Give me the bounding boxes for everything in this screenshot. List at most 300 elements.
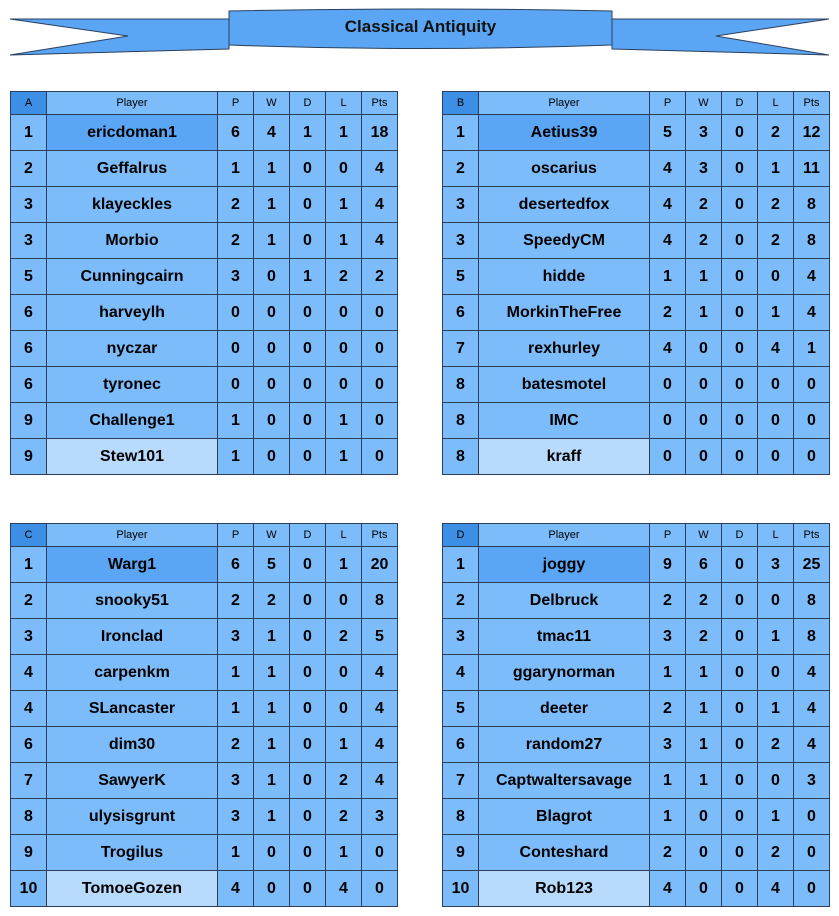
position-cell: 9 <box>11 835 47 871</box>
lost-cell: 0 <box>326 583 362 619</box>
played-cell: 3 <box>218 763 254 799</box>
player-name-cell: carpenkm <box>47 655 218 691</box>
played-cell: 2 <box>218 583 254 619</box>
lost-cell: 1 <box>326 439 362 475</box>
drawn-cell: 0 <box>290 439 326 475</box>
drawn-cell: 0 <box>290 691 326 727</box>
played-cell: 2 <box>218 727 254 763</box>
position-cell: 3 <box>443 223 479 259</box>
points-cell: 0 <box>362 403 398 439</box>
position-cell: 5 <box>443 691 479 727</box>
played-cell: 0 <box>218 295 254 331</box>
played-cell: 1 <box>218 835 254 871</box>
won-cell: 0 <box>686 331 722 367</box>
won-cell: 1 <box>254 691 290 727</box>
drawn-cell: 0 <box>290 151 326 187</box>
position-cell: 7 <box>11 763 47 799</box>
played-cell: 5 <box>650 115 686 151</box>
points-cell: 4 <box>794 259 830 295</box>
header-drawn: D <box>290 524 326 547</box>
lost-cell: 2 <box>326 619 362 655</box>
player-name-cell: joggy <box>479 547 650 583</box>
table-row <box>11 187 398 223</box>
standings-table-group-b <box>442 91 830 475</box>
drawn-cell: 0 <box>722 871 758 907</box>
header-won: W <box>686 92 722 115</box>
won-cell: 0 <box>254 403 290 439</box>
points-cell: 0 <box>794 871 830 907</box>
player-name-cell: Warg1 <box>47 547 218 583</box>
drawn-cell: 0 <box>290 367 326 403</box>
points-cell: 0 <box>362 835 398 871</box>
position-cell: 9 <box>11 403 47 439</box>
lost-cell: 1 <box>758 799 794 835</box>
won-cell: 0 <box>686 367 722 403</box>
played-cell: 2 <box>650 295 686 331</box>
header-drawn: D <box>722 524 758 547</box>
points-cell: 20 <box>362 547 398 583</box>
played-cell: 3 <box>218 799 254 835</box>
position-cell: 7 <box>443 331 479 367</box>
player-name-cell: IMC <box>479 403 650 439</box>
header-lost: L <box>758 92 794 115</box>
points-cell: 1 <box>794 331 830 367</box>
won-cell: 4 <box>254 115 290 151</box>
header-played: P <box>650 524 686 547</box>
lost-cell: 0 <box>758 583 794 619</box>
points-cell: 0 <box>794 367 830 403</box>
player-name-cell: klayeckles <box>47 187 218 223</box>
points-cell: 4 <box>794 691 830 727</box>
won-cell: 2 <box>686 619 722 655</box>
points-cell: 4 <box>362 151 398 187</box>
header-won: W <box>686 524 722 547</box>
position-cell: 3 <box>11 619 47 655</box>
played-cell: 4 <box>650 331 686 367</box>
won-cell: 0 <box>254 367 290 403</box>
drawn-cell: 0 <box>722 583 758 619</box>
player-name-cell: Geffalrus <box>47 151 218 187</box>
player-name-cell: Rob123 <box>479 871 650 907</box>
played-cell: 4 <box>650 871 686 907</box>
won-cell: 1 <box>254 223 290 259</box>
header-player: Player <box>479 92 650 115</box>
lost-cell: 1 <box>326 547 362 583</box>
position-cell: 8 <box>11 799 47 835</box>
drawn-cell: 0 <box>722 367 758 403</box>
played-cell: 1 <box>218 655 254 691</box>
table-row <box>11 295 398 331</box>
position-cell: 3 <box>443 619 479 655</box>
position-cell: 8 <box>443 403 479 439</box>
table-row <box>11 115 398 151</box>
won-cell: 0 <box>254 835 290 871</box>
header-lost: L <box>758 524 794 547</box>
header-lost: L <box>326 524 362 547</box>
won-cell: 1 <box>686 295 722 331</box>
table-row <box>11 439 398 475</box>
drawn-cell: 0 <box>290 835 326 871</box>
position-cell: 6 <box>11 727 47 763</box>
table-row <box>443 115 830 151</box>
points-cell: 5 <box>362 619 398 655</box>
won-cell: 0 <box>254 295 290 331</box>
table-row <box>11 727 398 763</box>
played-cell: 2 <box>650 835 686 871</box>
drawn-cell: 0 <box>290 331 326 367</box>
points-cell: 0 <box>362 331 398 367</box>
drawn-cell: 0 <box>722 799 758 835</box>
table-header-row <box>443 524 830 547</box>
lost-cell: 1 <box>758 619 794 655</box>
drawn-cell: 0 <box>290 619 326 655</box>
lost-cell: 1 <box>326 115 362 151</box>
points-cell: 8 <box>794 619 830 655</box>
lost-cell: 1 <box>758 151 794 187</box>
points-cell: 12 <box>794 115 830 151</box>
points-cell: 11 <box>794 151 830 187</box>
table-header-row <box>11 524 398 547</box>
won-cell: 1 <box>254 727 290 763</box>
won-cell: 5 <box>254 547 290 583</box>
played-cell: 4 <box>650 187 686 223</box>
player-name-cell: SawyerK <box>47 763 218 799</box>
won-cell: 0 <box>686 871 722 907</box>
points-cell: 4 <box>794 727 830 763</box>
drawn-cell: 0 <box>290 295 326 331</box>
lost-cell: 2 <box>758 223 794 259</box>
won-cell: 1 <box>254 655 290 691</box>
group-label: C <box>11 524 47 547</box>
played-cell: 3 <box>218 619 254 655</box>
won-cell: 1 <box>254 763 290 799</box>
played-cell: 6 <box>218 547 254 583</box>
played-cell: 4 <box>218 871 254 907</box>
table-row <box>443 583 830 619</box>
drawn-cell: 0 <box>290 403 326 439</box>
lost-cell: 1 <box>758 691 794 727</box>
points-cell: 0 <box>794 799 830 835</box>
header-points: Pts <box>794 92 830 115</box>
played-cell: 3 <box>218 259 254 295</box>
table-row <box>11 691 398 727</box>
points-cell: 0 <box>794 835 830 871</box>
drawn-cell: 0 <box>722 115 758 151</box>
lost-cell: 1 <box>326 403 362 439</box>
points-cell: 4 <box>362 223 398 259</box>
table-row <box>443 691 830 727</box>
position-cell: 4 <box>11 655 47 691</box>
lost-cell: 4 <box>758 871 794 907</box>
position-cell: 10 <box>443 871 479 907</box>
points-cell: 25 <box>794 547 830 583</box>
group-label: B <box>443 92 479 115</box>
drawn-cell: 0 <box>722 331 758 367</box>
table-row <box>443 439 830 475</box>
page-title: Classical Antiquity <box>344 17 497 36</box>
drawn-cell: 0 <box>722 619 758 655</box>
played-cell: 1 <box>650 763 686 799</box>
lost-cell: 0 <box>758 259 794 295</box>
points-cell: 4 <box>794 655 830 691</box>
player-name-cell: ulysisgrunt <box>47 799 218 835</box>
won-cell: 0 <box>254 331 290 367</box>
standings-table-group-a <box>10 91 398 475</box>
table-row <box>443 619 830 655</box>
position-cell: 1 <box>443 115 479 151</box>
won-cell: 2 <box>686 187 722 223</box>
points-cell: 0 <box>362 295 398 331</box>
table-row <box>11 763 398 799</box>
won-cell: 3 <box>686 151 722 187</box>
points-cell: 4 <box>362 655 398 691</box>
played-cell: 1 <box>650 259 686 295</box>
won-cell: 3 <box>686 115 722 151</box>
played-cell: 0 <box>650 367 686 403</box>
header-points: Pts <box>362 92 398 115</box>
played-cell: 1 <box>218 439 254 475</box>
player-name-cell: oscarius <box>479 151 650 187</box>
position-cell: 7 <box>443 763 479 799</box>
table-row <box>11 331 398 367</box>
table-row <box>11 547 398 583</box>
player-name-cell: SpeedyCM <box>479 223 650 259</box>
table-row <box>11 619 398 655</box>
player-name-cell: TomoeGozen <box>47 871 218 907</box>
won-cell: 1 <box>254 799 290 835</box>
position-cell: 4 <box>11 691 47 727</box>
drawn-cell: 1 <box>290 259 326 295</box>
points-cell: 0 <box>362 439 398 475</box>
played-cell: 2 <box>218 187 254 223</box>
player-name-cell: tmac11 <box>479 619 650 655</box>
lost-cell: 4 <box>758 331 794 367</box>
played-cell: 4 <box>650 151 686 187</box>
player-name-cell: Aetius39 <box>479 115 650 151</box>
header-played: P <box>218 524 254 547</box>
won-cell: 1 <box>686 655 722 691</box>
won-cell: 0 <box>686 799 722 835</box>
position-cell: 3 <box>11 187 47 223</box>
lost-cell: 2 <box>758 187 794 223</box>
lost-cell: 1 <box>758 295 794 331</box>
points-cell: 4 <box>362 763 398 799</box>
drawn-cell: 0 <box>290 583 326 619</box>
lost-cell: 2 <box>326 259 362 295</box>
played-cell: 3 <box>650 727 686 763</box>
position-cell: 5 <box>443 259 479 295</box>
drawn-cell: 0 <box>722 691 758 727</box>
table-row <box>443 727 830 763</box>
table-row <box>11 835 398 871</box>
position-cell: 1 <box>11 547 47 583</box>
table-row <box>11 871 398 907</box>
played-cell: 0 <box>218 331 254 367</box>
won-cell: 2 <box>686 223 722 259</box>
lost-cell: 0 <box>326 691 362 727</box>
played-cell: 1 <box>218 691 254 727</box>
position-cell: 8 <box>443 367 479 403</box>
won-cell: 1 <box>686 259 722 295</box>
lost-cell: 0 <box>326 367 362 403</box>
header-played: P <box>218 92 254 115</box>
points-cell: 8 <box>794 223 830 259</box>
player-name-cell: SLancaster <box>47 691 218 727</box>
points-cell: 8 <box>362 583 398 619</box>
won-cell: 1 <box>686 763 722 799</box>
table-row <box>11 367 398 403</box>
position-cell: 3 <box>443 187 479 223</box>
played-cell: 1 <box>650 799 686 835</box>
drawn-cell: 0 <box>290 547 326 583</box>
player-name-cell: nyczar <box>47 331 218 367</box>
drawn-cell: 0 <box>722 655 758 691</box>
won-cell: 0 <box>254 259 290 295</box>
position-cell: 6 <box>443 295 479 331</box>
table-row <box>11 655 398 691</box>
points-cell: 4 <box>794 295 830 331</box>
table-header-row <box>443 92 830 115</box>
played-cell: 1 <box>218 151 254 187</box>
standings-table-group-d <box>442 523 830 907</box>
lost-cell: 2 <box>758 835 794 871</box>
position-cell: 9 <box>11 439 47 475</box>
standings-table-group-c <box>10 523 398 907</box>
drawn-cell: 0 <box>722 727 758 763</box>
player-name-cell: ericdoman1 <box>47 115 218 151</box>
won-cell: 0 <box>254 871 290 907</box>
drawn-cell: 0 <box>290 871 326 907</box>
lost-cell: 1 <box>326 727 362 763</box>
drawn-cell: 0 <box>722 439 758 475</box>
played-cell: 9 <box>650 547 686 583</box>
points-cell: 0 <box>794 403 830 439</box>
table-row <box>443 223 830 259</box>
position-cell: 1 <box>11 115 47 151</box>
table-row <box>443 763 830 799</box>
played-cell: 0 <box>650 439 686 475</box>
table-row <box>443 835 830 871</box>
lost-cell: 1 <box>326 187 362 223</box>
points-cell: 0 <box>362 871 398 907</box>
player-name-cell: Morbio <box>47 223 218 259</box>
table-row <box>443 547 830 583</box>
played-cell: 6 <box>218 115 254 151</box>
lost-cell: 2 <box>326 763 362 799</box>
header-player: Player <box>47 92 218 115</box>
drawn-cell: 0 <box>290 655 326 691</box>
points-cell: 0 <box>794 439 830 475</box>
table-row <box>443 403 830 439</box>
lost-cell: 3 <box>758 547 794 583</box>
title-banner <box>0 0 839 70</box>
position-cell: 1 <box>443 547 479 583</box>
drawn-cell: 0 <box>722 187 758 223</box>
player-name-cell: MorkinTheFree <box>479 295 650 331</box>
player-name-cell: ggarynorman <box>479 655 650 691</box>
position-cell: 6 <box>11 367 47 403</box>
position-cell: 6 <box>11 331 47 367</box>
won-cell: 1 <box>254 151 290 187</box>
position-cell: 6 <box>443 727 479 763</box>
player-name-cell: snooky51 <box>47 583 218 619</box>
won-cell: 0 <box>254 439 290 475</box>
points-cell: 18 <box>362 115 398 151</box>
won-cell: 1 <box>254 619 290 655</box>
played-cell: 0 <box>218 367 254 403</box>
lost-cell: 0 <box>758 439 794 475</box>
drawn-cell: 0 <box>290 799 326 835</box>
group-label: A <box>11 92 47 115</box>
player-name-cell: Delbruck <box>479 583 650 619</box>
played-cell: 1 <box>650 655 686 691</box>
lost-cell: 0 <box>758 655 794 691</box>
points-cell: 4 <box>362 691 398 727</box>
position-cell: 4 <box>443 655 479 691</box>
player-name-cell: harveylh <box>47 295 218 331</box>
drawn-cell: 0 <box>722 835 758 871</box>
drawn-cell: 0 <box>722 151 758 187</box>
lost-cell: 1 <box>326 223 362 259</box>
position-cell: 2 <box>443 151 479 187</box>
player-name-cell: Captwaltersavage <box>479 763 650 799</box>
points-cell: 2 <box>362 259 398 295</box>
table-row <box>443 871 830 907</box>
lost-cell: 0 <box>758 403 794 439</box>
played-cell: 2 <box>650 691 686 727</box>
table-row <box>443 367 830 403</box>
player-name-cell: Trogilus <box>47 835 218 871</box>
drawn-cell: 0 <box>290 763 326 799</box>
header-lost: L <box>326 92 362 115</box>
position-cell: 5 <box>11 259 47 295</box>
header-drawn: D <box>722 92 758 115</box>
played-cell: 2 <box>650 583 686 619</box>
position-cell: 10 <box>11 871 47 907</box>
points-cell: 4 <box>362 727 398 763</box>
table-row <box>11 259 398 295</box>
header-player: Player <box>47 524 218 547</box>
player-name-cell: dim30 <box>47 727 218 763</box>
table-header-row <box>11 92 398 115</box>
position-cell: 8 <box>443 439 479 475</box>
position-cell: 8 <box>443 799 479 835</box>
played-cell: 2 <box>218 223 254 259</box>
table-row <box>11 583 398 619</box>
drawn-cell: 0 <box>722 259 758 295</box>
lost-cell: 2 <box>758 727 794 763</box>
lost-cell: 0 <box>326 295 362 331</box>
player-name-cell: kraff <box>479 439 650 475</box>
won-cell: 1 <box>686 691 722 727</box>
table-row <box>443 655 830 691</box>
table-row <box>443 331 830 367</box>
won-cell: 0 <box>686 439 722 475</box>
header-player: Player <box>479 524 650 547</box>
header-played: P <box>650 92 686 115</box>
player-name-cell: deeter <box>479 691 650 727</box>
position-cell: 3 <box>11 223 47 259</box>
player-name-cell: Cunningcairn <box>47 259 218 295</box>
drawn-cell: 0 <box>722 223 758 259</box>
player-name-cell: Challenge1 <box>47 403 218 439</box>
played-cell: 4 <box>650 223 686 259</box>
played-cell: 3 <box>650 619 686 655</box>
position-cell: 9 <box>443 835 479 871</box>
table-row <box>443 799 830 835</box>
drawn-cell: 0 <box>290 187 326 223</box>
won-cell: 2 <box>254 583 290 619</box>
